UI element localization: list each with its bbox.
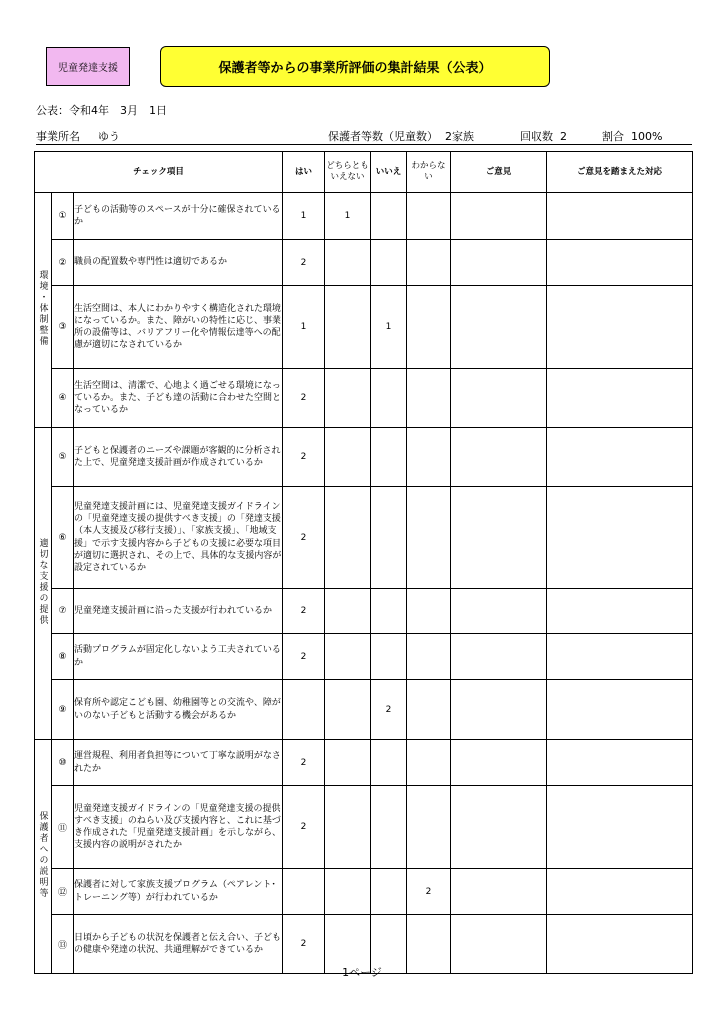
- row-text: 児童発達支援ガイドラインの「児童発達支援の提供すべき支援」のねらい及び支援内容と、これに基づき作成された「児童発達支援計画」を示しながら、支援内容の説明がされたか: [74, 786, 283, 869]
- table-row: [35, 869, 693, 915]
- header-yes: はい: [283, 152, 325, 193]
- response-count: 回収数 2: [520, 130, 567, 143]
- row-number: ⑬: [52, 915, 74, 974]
- opinion-cell: [451, 240, 547, 286]
- response-cell: [547, 286, 693, 369]
- unknown-count: [407, 369, 451, 428]
- header-check-item: チェック項目: [35, 152, 283, 193]
- yes-count: 2: [283, 786, 325, 869]
- neither-count: [325, 369, 371, 428]
- unknown-count: [407, 428, 451, 487]
- row-number: ⑩: [52, 740, 74, 786]
- yes-count: 2: [283, 240, 325, 286]
- row-text: 運営規程、利用者負担等について丁寧な説明がなされたか: [74, 740, 283, 786]
- office-info-line: [36, 128, 692, 145]
- no-count: [371, 428, 407, 487]
- category-label: 適切な支援の提供: [37, 538, 48, 626]
- unknown-count: [407, 193, 451, 240]
- no-count: [371, 193, 407, 240]
- no-count: [371, 240, 407, 286]
- opinion-cell: [451, 786, 547, 869]
- no-count: [371, 589, 407, 634]
- table-row: [35, 286, 693, 369]
- neither-count: [325, 589, 371, 634]
- row-text: 生活空間は、清潔で、心地よく過ごせる環境になっているか。また、子ども達の活動に合わせた空間となっているか: [74, 369, 283, 428]
- response-cell: [547, 240, 693, 286]
- table-row: [35, 487, 693, 589]
- response-cell: [547, 369, 693, 428]
- no-count: [371, 487, 407, 589]
- no-count: 2: [371, 680, 407, 740]
- unknown-count: [407, 634, 451, 680]
- unknown-count: [407, 680, 451, 740]
- neither-count: [325, 240, 371, 286]
- no-count: [371, 634, 407, 680]
- neither-count: [325, 634, 371, 680]
- response-cell: [547, 589, 693, 634]
- header-no: いいえ: [371, 152, 407, 193]
- table-header-row: [35, 152, 693, 193]
- neither-count: [325, 740, 371, 786]
- response-cell: [547, 740, 693, 786]
- neither-count: [325, 487, 371, 589]
- table-row: [35, 193, 693, 240]
- row-text: 保護者に対して家族支援プログラム（ペアレント･トレーニング等）が行われているか: [74, 869, 283, 915]
- table-row: [35, 740, 693, 786]
- no-count: [371, 869, 407, 915]
- row-number: ⑤: [52, 428, 74, 487]
- opinion-cell: [451, 286, 547, 369]
- neither-count: 1: [325, 193, 371, 240]
- guardian-count: 保護者等数（児童数） 2家族: [328, 130, 474, 143]
- row-text: 子どもと保護者のニーズや課題が客観的に分析された上で、児童発達支援計画が作成されているか: [74, 428, 283, 487]
- yes-count: 2: [283, 634, 325, 680]
- yes-count: 1: [283, 286, 325, 369]
- unknown-count: [407, 786, 451, 869]
- unknown-count: 2: [407, 869, 451, 915]
- table-row: [35, 369, 693, 428]
- no-count: 1: [371, 286, 407, 369]
- no-count: [371, 369, 407, 428]
- row-number: ⑫: [52, 869, 74, 915]
- evaluation-table: [34, 151, 693, 974]
- opinion-cell: [451, 740, 547, 786]
- program-badge: 児童発達支援: [46, 47, 130, 86]
- office-name: ゆう: [98, 130, 120, 143]
- no-count: [371, 740, 407, 786]
- yes-count: [283, 680, 325, 740]
- unknown-count: [407, 286, 451, 369]
- table-row: [35, 428, 693, 487]
- header-response: ご意見を踏まえた対応: [547, 152, 693, 193]
- category-label: 環境・体制整備: [37, 270, 48, 347]
- category-cell: [35, 428, 52, 740]
- no-count: [371, 786, 407, 869]
- opinion-cell: [451, 869, 547, 915]
- response-cell: [547, 428, 693, 487]
- row-number: ①: [52, 193, 74, 240]
- header-unknown: わからな い: [407, 152, 451, 193]
- header-neither: どちらとも いえない: [325, 152, 371, 193]
- row-text: 日頃から子どもの状況を保護者と伝え合い、子どもの健康や発達の状況、共通理解ができているか: [74, 915, 283, 974]
- row-text: 職員の配置数や専門性は適切であるか: [74, 240, 283, 286]
- response-cell: [547, 487, 693, 589]
- neither-count: [325, 869, 371, 915]
- yes-count: 2: [283, 740, 325, 786]
- unknown-count: [407, 240, 451, 286]
- table-row: [35, 680, 693, 740]
- response-cell: [547, 869, 693, 915]
- category-cell: [35, 193, 52, 428]
- opinion-cell: [451, 487, 547, 589]
- row-number: ⑨: [52, 680, 74, 740]
- office-label: 事業所名: [36, 130, 80, 143]
- response-cell: [547, 680, 693, 740]
- yes-count: 2: [283, 487, 325, 589]
- row-number: ③: [52, 286, 74, 369]
- table-row: [35, 589, 693, 634]
- row-number: ⑦: [52, 589, 74, 634]
- response-ratio: 割合 100%: [602, 130, 663, 143]
- opinion-cell: [451, 634, 547, 680]
- category-label: 保護者への説明等: [37, 811, 48, 899]
- page-number: 1ページ: [342, 966, 382, 979]
- publish-date: 公表：令和4年 3月 1日: [36, 104, 167, 117]
- yes-count: 2: [283, 915, 325, 974]
- yes-count: 2: [283, 428, 325, 487]
- row-text: 児童発達支援計画には、児童発達支援ガイドラインの「児童発達支援の提供すべき支援」の「発達支援（本人支援及び移行支援）」、「家族支援」、「地域支援」で示す支援内容から子どもの支援に必要な項目が適切に選択され、その上で、具体的な支援内容が設定されているか: [74, 487, 283, 589]
- row-text: 児童発達支援計画に沿った支援が行われているか: [74, 589, 283, 634]
- opinion-cell: [451, 589, 547, 634]
- row-number: ④: [52, 369, 74, 428]
- response-cell: [547, 634, 693, 680]
- page-title: 保護者等からの事業所評価の集計結果（公表）: [160, 46, 550, 87]
- unknown-count: [407, 487, 451, 589]
- row-number: ⑥: [52, 487, 74, 589]
- header-opinion: ご意見: [451, 152, 547, 193]
- neither-count: [325, 680, 371, 740]
- opinion-cell: [451, 369, 547, 428]
- yes-count: [283, 869, 325, 915]
- neither-count: [325, 786, 371, 869]
- table-row: [35, 786, 693, 869]
- opinion-cell: [451, 428, 547, 487]
- table-row: [35, 634, 693, 680]
- yes-count: 1: [283, 193, 325, 240]
- yes-count: 2: [283, 369, 325, 428]
- unknown-count: [407, 589, 451, 634]
- row-number: ⑪: [52, 786, 74, 869]
- row-number: ②: [52, 240, 74, 286]
- row-text: 活動プログラムが固定化しないよう工夫されているか: [74, 634, 283, 680]
- unknown-count: [407, 740, 451, 786]
- response-cell: [547, 786, 693, 869]
- row-number: ⑧: [52, 634, 74, 680]
- row-text: 子どもの活動等のスペースが十分に確保されているか: [74, 193, 283, 240]
- neither-count: [325, 286, 371, 369]
- response-cell: [547, 193, 693, 240]
- neither-count: [325, 428, 371, 487]
- opinion-cell: [451, 193, 547, 240]
- table-row: [35, 240, 693, 286]
- category-cell: [35, 740, 52, 974]
- opinion-cell: [451, 680, 547, 740]
- yes-count: 2: [283, 589, 325, 634]
- row-text: 保育所や認定こども園、幼稚園等との交流や、障がいのない子どもと活動する機会があるか: [74, 680, 283, 740]
- row-text: 生活空間は、本人にわかりやすく構造化された環境になっているか。また、障がいの特性に応じ、事業所の設備等は、バリアフリー化や情報伝達等への配慮が適切になされているか: [74, 286, 283, 369]
